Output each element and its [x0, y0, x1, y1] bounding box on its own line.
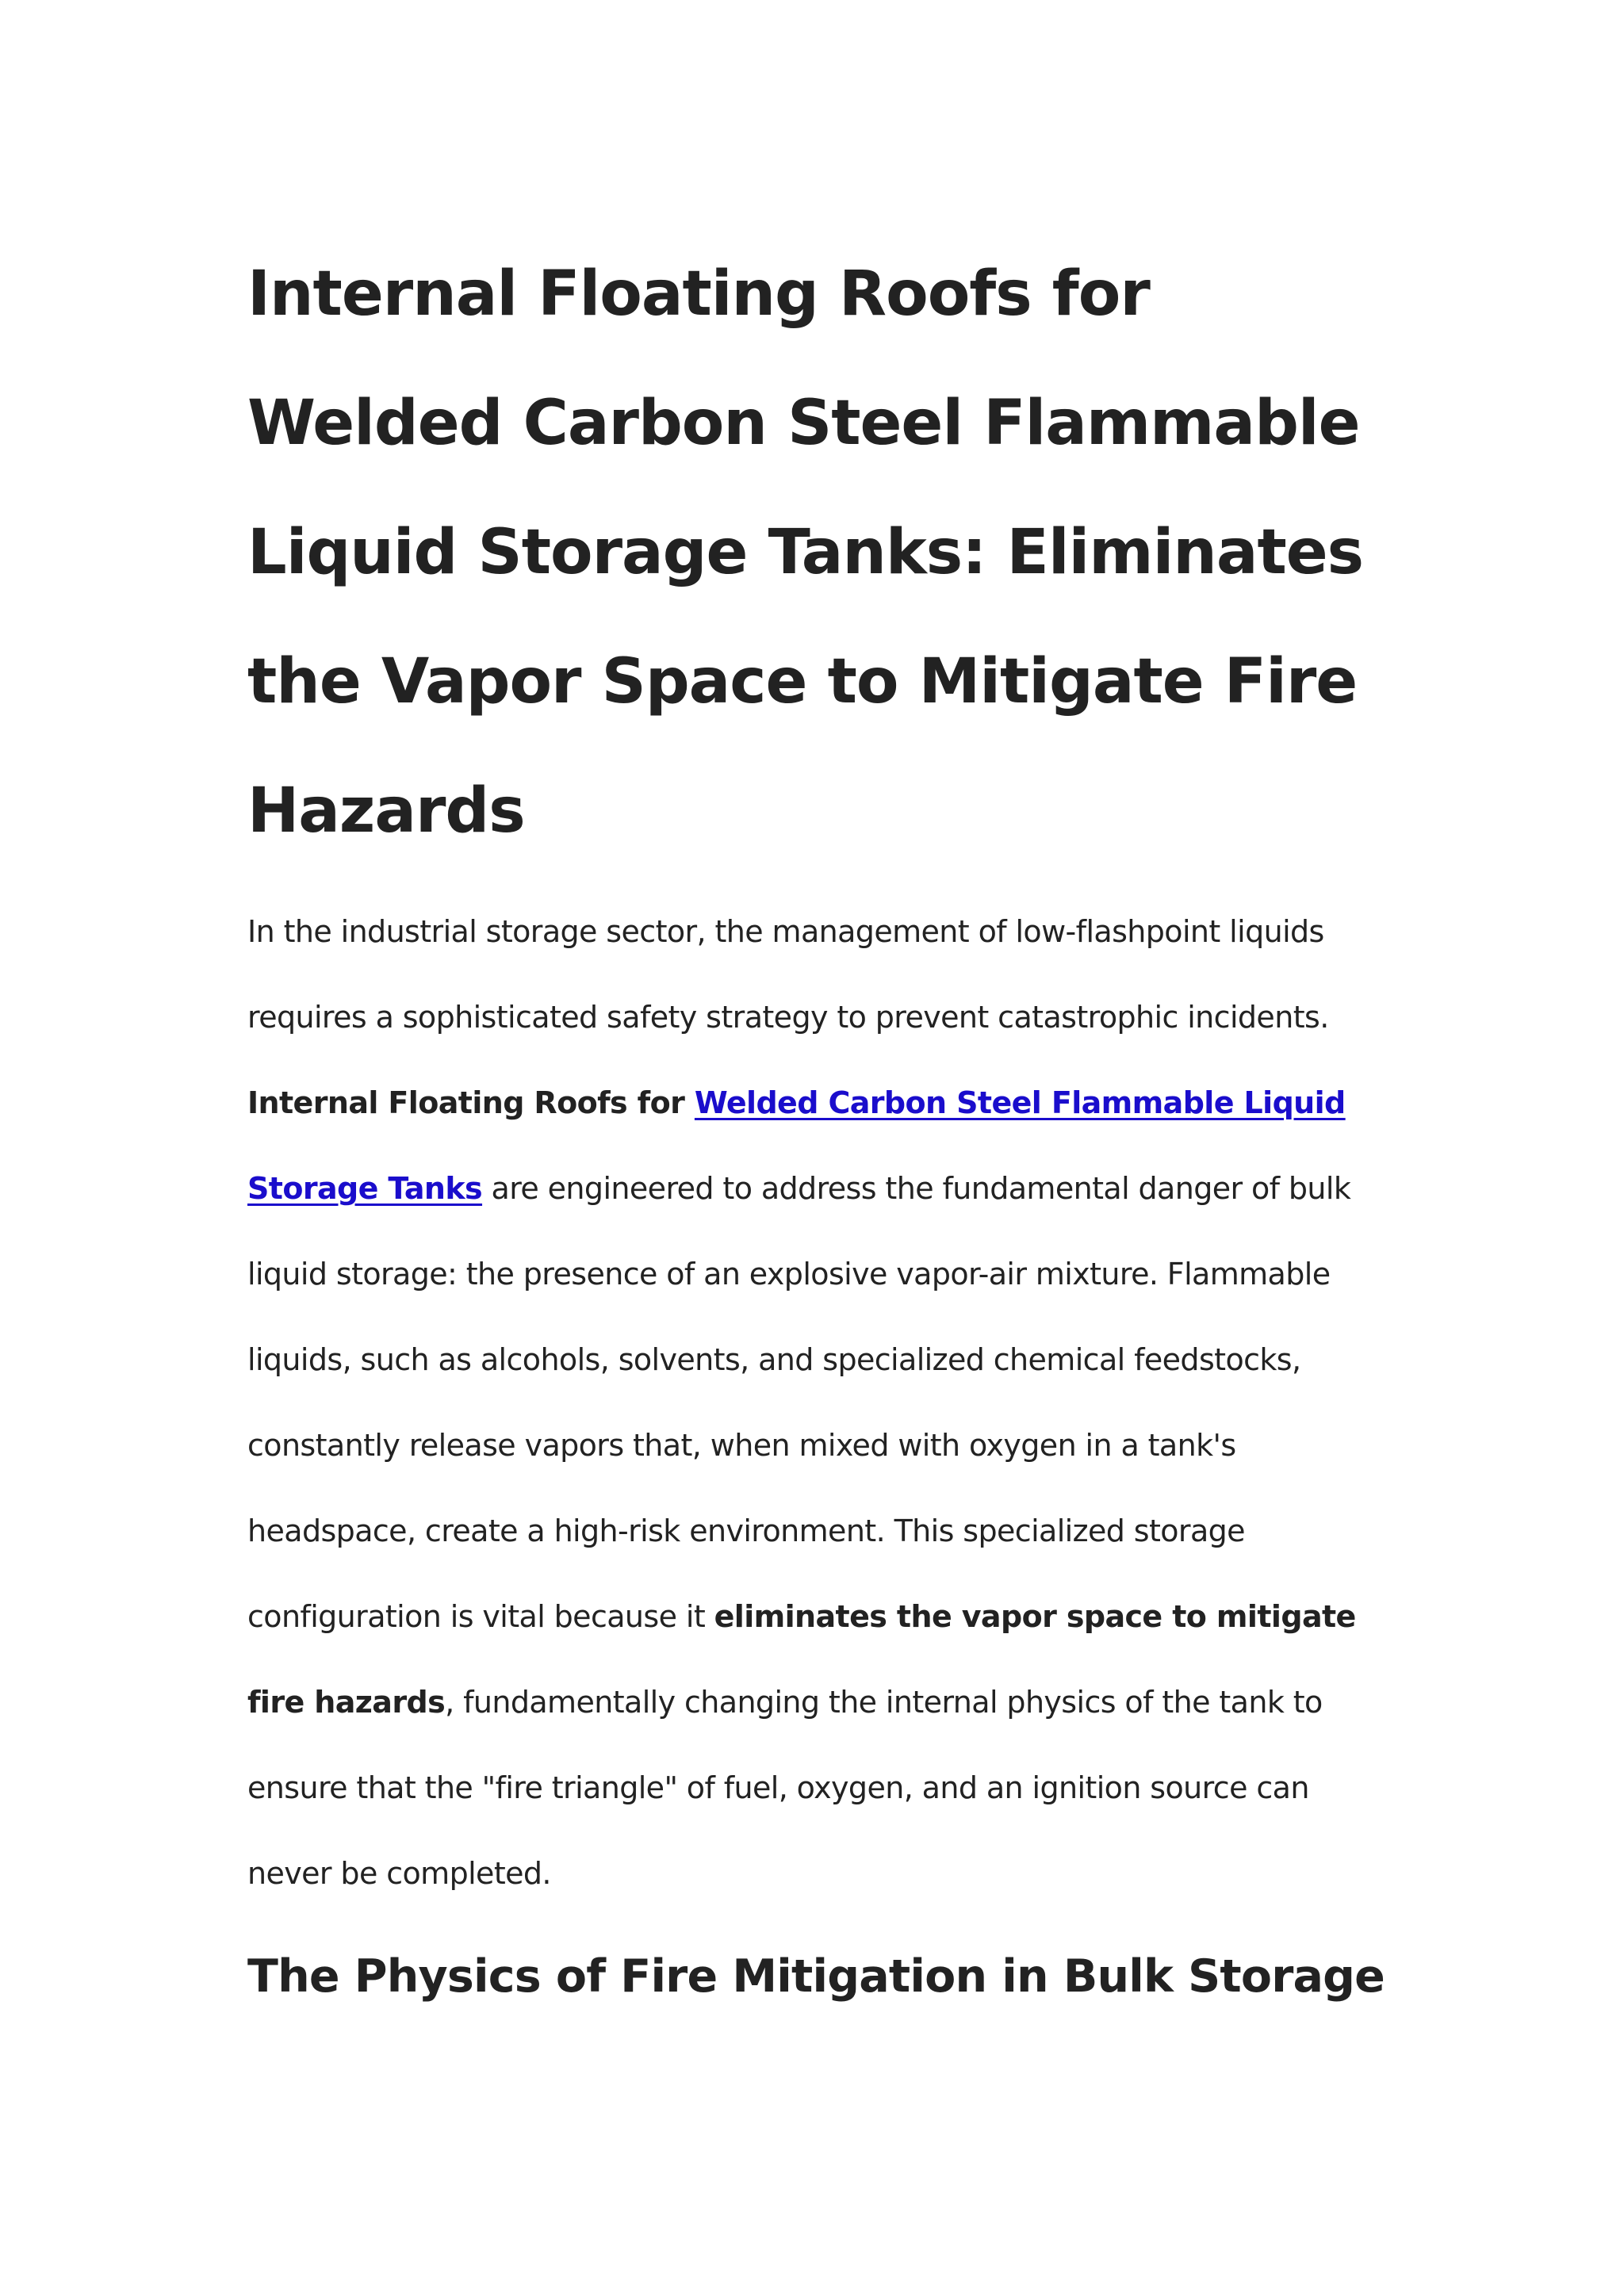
- tanks-link[interactable]: Welded Carbon Steel Flammable Liquid Storage Tanks: [247, 1085, 1346, 1206]
- intro-text-part-3: , fundamentally changing the internal physics of the tank to ensure that the "fire triangle" of fuel, oxygen, and an ignition source can never be completed.: [247, 1685, 1323, 1891]
- section-heading: The Physics of Fire Mitigation in Bulk Storage: [247, 1950, 1385, 2003]
- intro-paragraph: [247, 889, 1389, 1916]
- intro-text-part-1: In the industrial storage sector, the management of low-flashpoint liquids requires a sophisticated safety strategy to prevent catastrophic incidents.: [247, 914, 1329, 1035]
- intro-bold-lead: Internal Floating Roofs for: [247, 1085, 695, 1120]
- article: [247, 230, 1389, 2016]
- intro-bold-emphasis: eliminates the vapor space to mitigate fire hazards: [247, 1599, 1356, 1720]
- intro-text-part-2: are engineered to address the fundamental danger of bulk liquid storage: the presence of an explosive vapor-air mixture. Flammable liquids, such as alcohols, solvents, and specialized chemical feedstocks, constantly release vapors that, when mixed with oxygen in a tank's headspace, create a high-risk environment. This specialized storage configuration is vital because it: [247, 1171, 1351, 1634]
- page-title: Internal Floating Roofs for Welded Carbon Steel Flammable Liquid Storage Tanks: Eliminates the Vapor Space to Mitigate Fire Hazards: [247, 258, 1364, 847]
